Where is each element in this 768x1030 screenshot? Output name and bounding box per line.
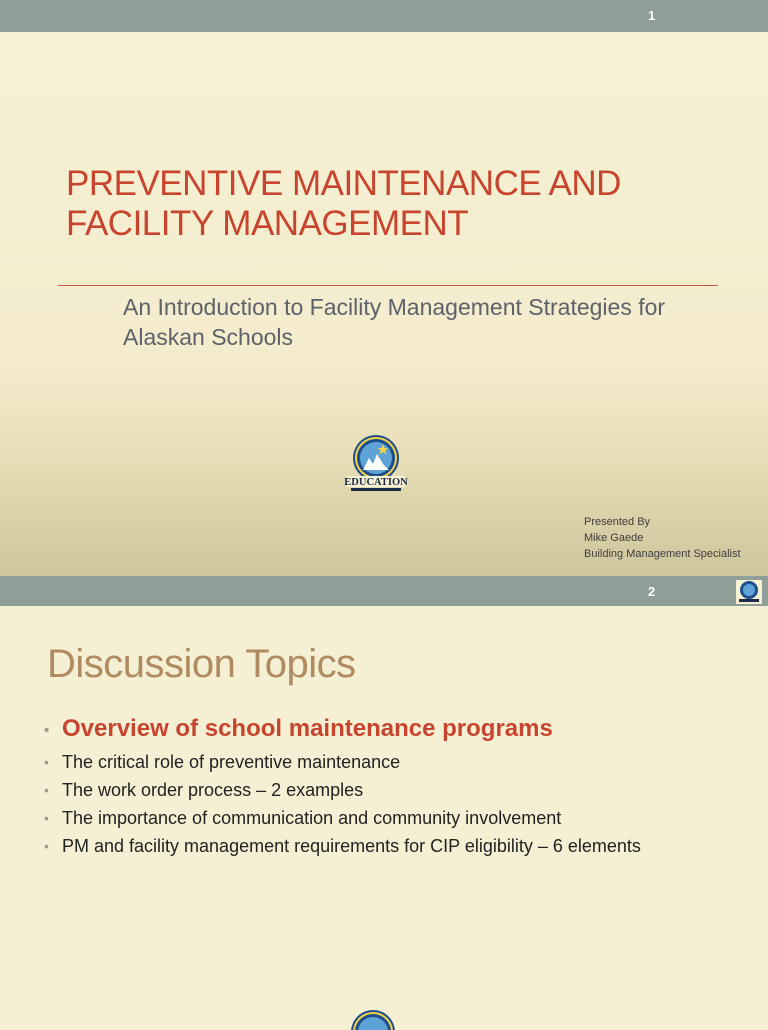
slide-2-number: 2 [648,584,656,599]
topic-text: The critical role of preventive maintenance [62,752,401,772]
presenter-info [584,514,741,562]
list-item [44,712,744,746]
list-item [44,804,744,832]
topic-text: PM and facility management requirements for CIP eligibility – 6 elements [62,836,641,856]
list-item [44,776,744,804]
title-divider [58,285,718,286]
education-department-logo [343,434,409,494]
list-item [44,748,744,776]
logo-text: EDUCATION [344,477,408,488]
education-department-mini-logo [736,580,762,604]
slide-1-subtitle: An Introduction to Facility Management Strategies for Alaskan Schools [123,294,666,350]
presenter-label: Presented By [584,516,651,528]
slide-1-header-bar [0,0,768,32]
slide-2-header-bar [0,576,768,606]
topic-text: Overview of school maintenance programs [62,715,553,742]
topic-text: The work order process – 2 examples [62,780,364,800]
presenter-role: Building Management Specialist [584,548,741,560]
presenter-name: Mike Gaede [584,532,644,544]
bullet-icon: • [44,838,49,854]
slide-1-number: 1 [648,8,656,23]
discussion-topics-list [44,712,744,860]
bullet-icon: • [44,754,49,770]
slide-2 [0,606,768,1024]
slide-2-title: Discussion Topics [47,642,356,686]
bullet-icon: • [44,810,49,826]
bullet-icon: • [44,782,49,798]
education-department-logo-partial [342,1008,404,1030]
slide-1-title: PREVENTIVE MAINTENANCE AND FACILITY MANAGEMENT [66,164,621,243]
bullet-icon: • [44,722,50,739]
slide-1 [0,32,768,576]
topic-text: The importance of communication and community involvement [62,808,562,828]
list-item [44,832,744,860]
